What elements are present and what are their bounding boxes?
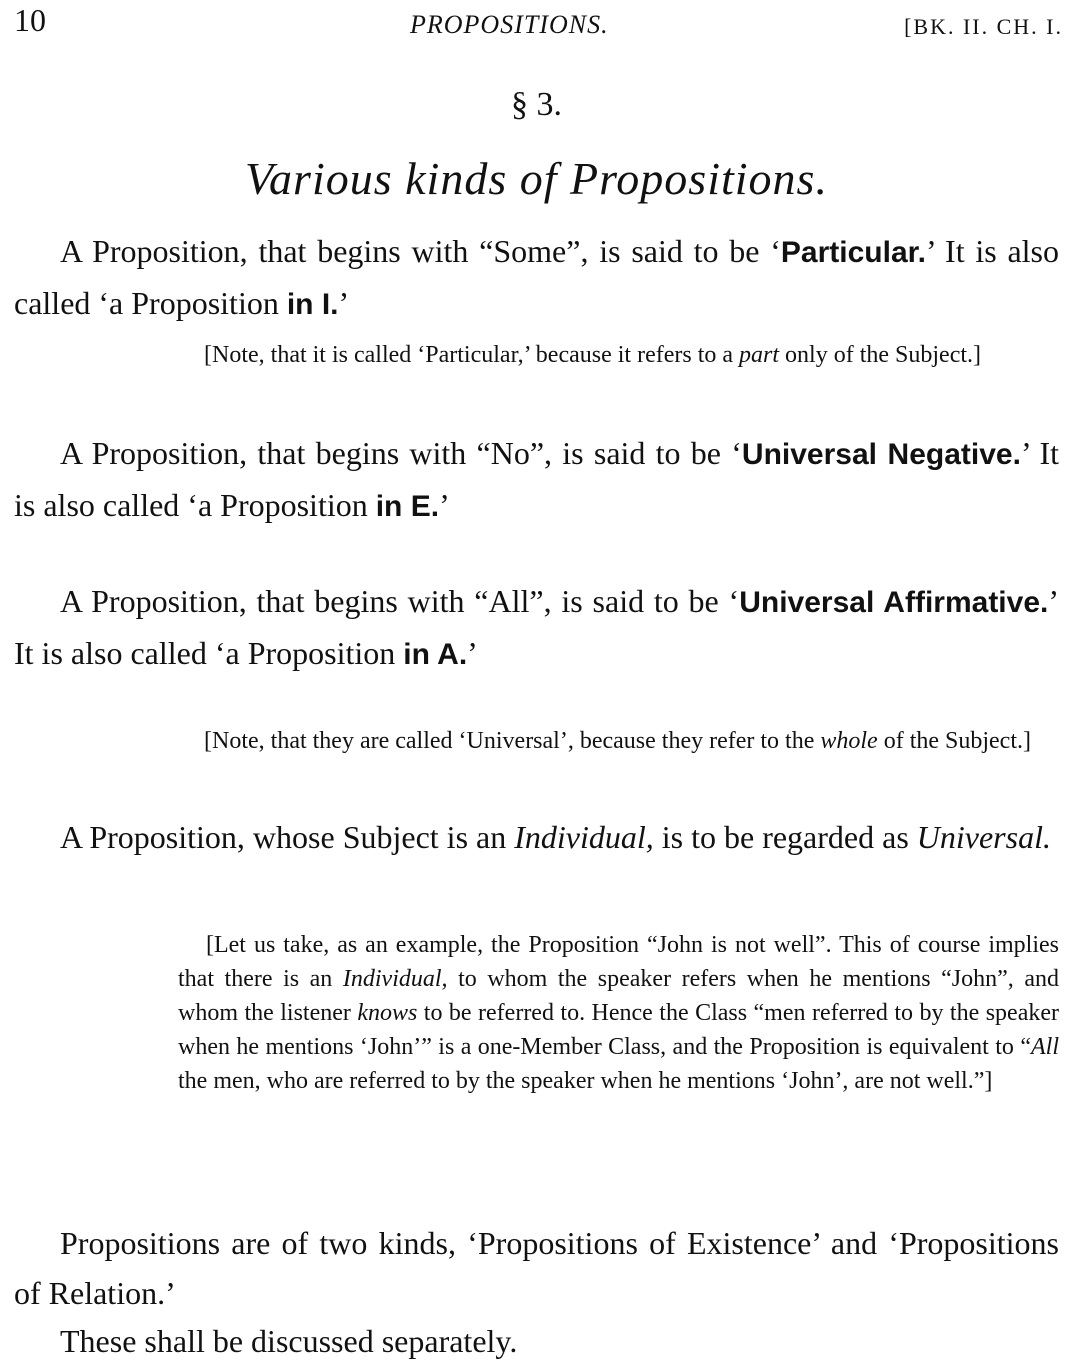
paragraph-universal-negative: A Proposition, that begins with “No”, is said to be ‘Universal Negative.’ It is also called ‘a Proposition in E.’ (14, 435, 1060, 523)
term-in-a: in A. (403, 638, 468, 671)
section-number: § 3. (511, 86, 562, 123)
chapter-reference: [BK. II. CH. I. (904, 14, 1063, 39)
paragraph-two-kinds: Propositions are of two kinds, ‘Propositions of Existence’ and ‘Propositions of Relation.’ (14, 1225, 1059, 1311)
note-individual-example: [Let us take, as an example, the Proposition “John is not well”. This of course implies that there is an Individual, to whom the speaker refers when he mentions “John”, and whom the listener knows to be referred to. Hence the Class “men referred to by the speaker when he mentions ‘John’” is a one-Member Class, and the Proposition is equivalent to “All the men, who are referred to by the speaker when he mentions ‘John’, are not well.”] (178, 932, 1059, 1094)
note-particular: [Note, that it is called ‘Particular,’ because it refers to a part only of the Subject.] (204, 342, 982, 368)
term-in-i: in I. (286, 288, 339, 321)
paragraph-universal-affirmative: A Proposition, that begins with “All”, is said to be ‘Universal Affirmative.’ It is also called ‘a Proposition in A.’ (14, 583, 1060, 671)
paragraph-individual: A Proposition, whose Subject is an Individual, is to be regarded as Universal. (60, 819, 1051, 855)
page-number: 10 (14, 2, 46, 38)
section-title: Various kinds of Propositions. (245, 153, 828, 204)
term-in-e: in E. (375, 490, 440, 523)
paragraph-particular: A Proposition, that begins with “Some”, is said to be ‘Particular.’ It is also called ‘a Proposition in I.’ (14, 233, 1060, 321)
paragraph-discussed-separately: These shall be discussed separately. (60, 1323, 518, 1359)
term-universal-negative: Universal Negative. (741, 438, 1021, 471)
term-particular: Particular. (780, 236, 926, 269)
note-universal: [Note, that they are called ‘Universal’, because they refer to the whole of the Subject.] (204, 728, 1031, 754)
running-header (0, 0, 1073, 50)
running-title: PROPOSITIONS. (410, 10, 609, 39)
term-universal-affirmative: Universal Affirmative. (739, 586, 1049, 619)
